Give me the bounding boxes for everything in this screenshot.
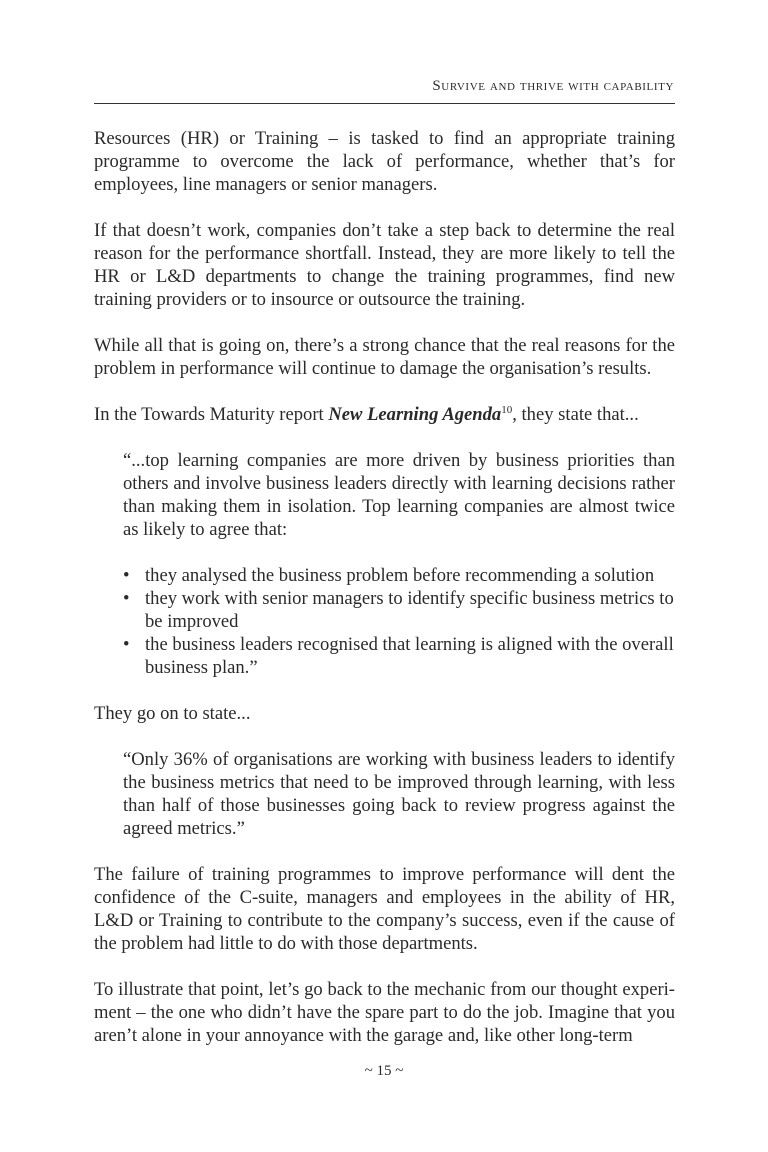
header-rule <box>94 103 675 104</box>
bullet-icon: • <box>123 565 130 586</box>
running-head: Survive and thrive with capability <box>432 78 674 94</box>
quote-paragraph: “Only 36% of organisations are working with business leaders to identify the business metrics that need to be improved through learning, with less than half of those businesses going back to review progress against the agreed metrics.” <box>123 749 675 839</box>
list-item <box>123 633 675 679</box>
page-number: ~ 15 ~ <box>364 1063 404 1079</box>
bullet-icon: • <box>123 634 130 655</box>
bullet-icon: • <box>123 588 130 609</box>
list-item-text: they work with senior managers to identify specific business metrics to be improved <box>145 588 674 632</box>
report-title: New Learning Agenda <box>328 404 502 425</box>
paragraph: Resources (HR) or Training – is tasked to find an appropriate training programme to overcome the lack of performance, whether that’s for employees, line managers or senior managers. <box>94 128 675 195</box>
quote-paragraph: “...top learning companies are more driven by business priorities than others and involve business leaders directly with learning decisions rather than making them in isolation. Top learning companies are almost twice as likely to agree that: <box>123 450 675 540</box>
footnote-ref: 10 <box>501 404 513 416</box>
block-quote <box>123 748 675 840</box>
list-item-text: the business leaders recognised that learning is aligned with the overall business plan.” <box>145 634 674 678</box>
body-text <box>94 127 675 1070</box>
paragraph <box>94 403 675 426</box>
list-item-text: they analysed the business problem before recommending a solution <box>145 565 655 586</box>
paragraph: To illustrate that point, let’s go back to the mechanic from our thought experi- ment – the one who didn’t have the spare part to do the job. Imagine that you aren’t alone in your annoyance with the garage and, like other long-term <box>94 979 675 1046</box>
paragraph-text: In the Towards Maturity report <box>94 404 329 425</box>
paragraph-text: , they state that... <box>512 404 639 425</box>
paragraph: If that doesn’t work, companies don’t take a step back to determine the real reason for the performance shortfall. Instead, they are more likely to tell the HR or L&D departments to change the training programmes, find new training providers or to insource or outsource the training. <box>94 220 675 310</box>
paragraph: The failure of training programmes to improve performance will dent the confidence of the C-suite, managers and employees in the ability of HR, L&D or Training to contribute to the company’s success, even if the cause of the problem had little to do with those departments. <box>94 864 675 954</box>
list-item <box>123 564 675 587</box>
bullet-list <box>123 564 675 679</box>
paragraph: They go on to state... <box>94 703 251 724</box>
list-item <box>123 587 675 633</box>
paragraph: While all that is going on, there’s a strong chance that the real reasons for the problem in performance will continue to damage the organisation’s results. <box>94 335 675 379</box>
block-quote <box>123 449 675 679</box>
